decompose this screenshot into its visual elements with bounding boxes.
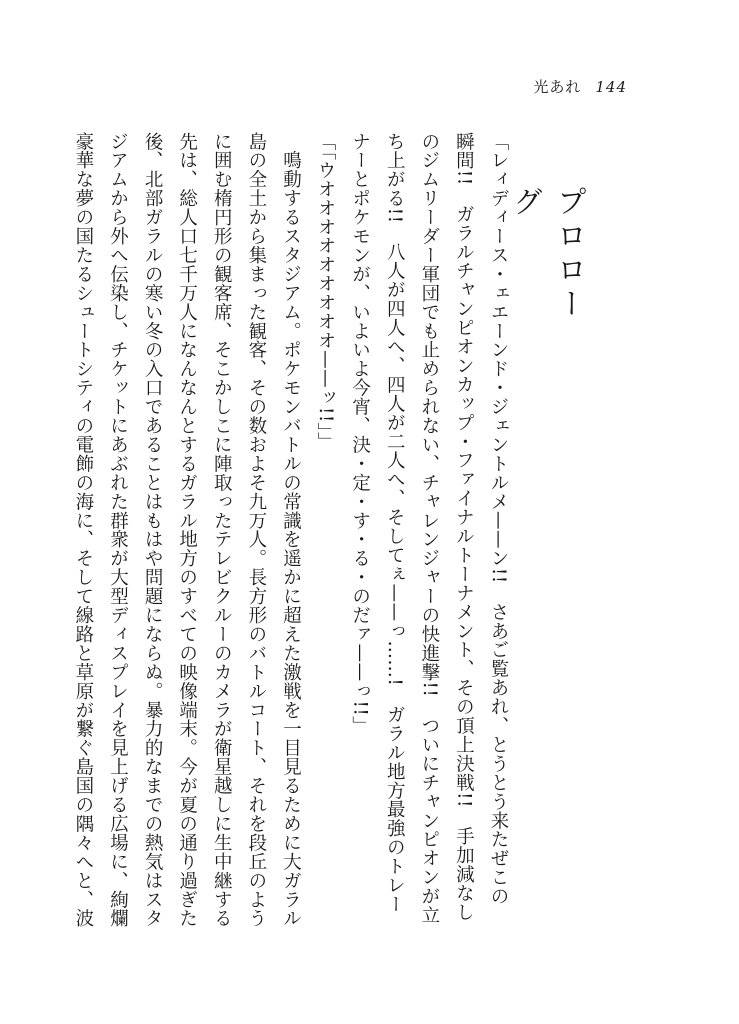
text-line: 島の全土から集まった観客、その数およそ九万人。長方形のバトルコート、それを段丘のよう: [245, 132, 267, 928]
page-number: 144: [595, 78, 627, 96]
text-line: 「レィディース・ェエーンド・ジェントルメ——ン!! さあご覧あれ、とうとう来たぜこの: [488, 132, 509, 906]
text-line: 豪華な夢の国たるシュートシティの電飾の海に、そして線路と草原が繋ぐ島国の隅々へと、波: [72, 132, 94, 928]
body-text: [65, 132, 515, 932]
text-line: 先は、総人口七千万人になんなんとするガラル地方のすべての映像端末。今が夏の通り過ぎた: [176, 132, 198, 928]
text-line: に囲む楕円形の観客席、そこかしこに陣取ったテレビクルーのカメラが衛星越しに生中継する: [211, 132, 233, 928]
text-line: ナーとポケモンが、いよいよ今宵、決・定・す・る・のだァ——っ!!」: [349, 132, 371, 736]
text-line: ジアムから外へ伝染し、チケットにあぶれた群衆が大型ディスプレイを見上げる広場に、絢爛: [107, 132, 129, 928]
running-header-title: 光あれ: [533, 78, 582, 96]
text-line: のジムリーダー軍団でも止められない、チャレンジャーの快進撃!! ついにチャンピオンが立: [418, 132, 440, 925]
running-header: [533, 76, 627, 97]
chapter-title: プロローグ: [507, 186, 586, 322]
text-line: ち上がる!! 八人が四人へ、四人が二人へ、そしてぇ——っ……! ガラル地方最強のトレー: [384, 132, 406, 914]
text-line: 瞬間!! ガラルチャンピオンカップ・ファイナルトーナメント、その頂上決戦!! 手加減なし: [453, 132, 475, 922]
text-line: 鳴動するスタジアム。ポケモンバトルの常識を遥かに超えた激戦を一目見るために大ガラル: [280, 132, 302, 928]
text-line: 「「ウオオオオオオオオオ——ッ!!」」: [315, 132, 337, 452]
text-line: 後、北部ガラルの寒い冬の入口であることはもはや問題にならぬ。暴力的なまでの熱気はスタ: [142, 132, 164, 928]
